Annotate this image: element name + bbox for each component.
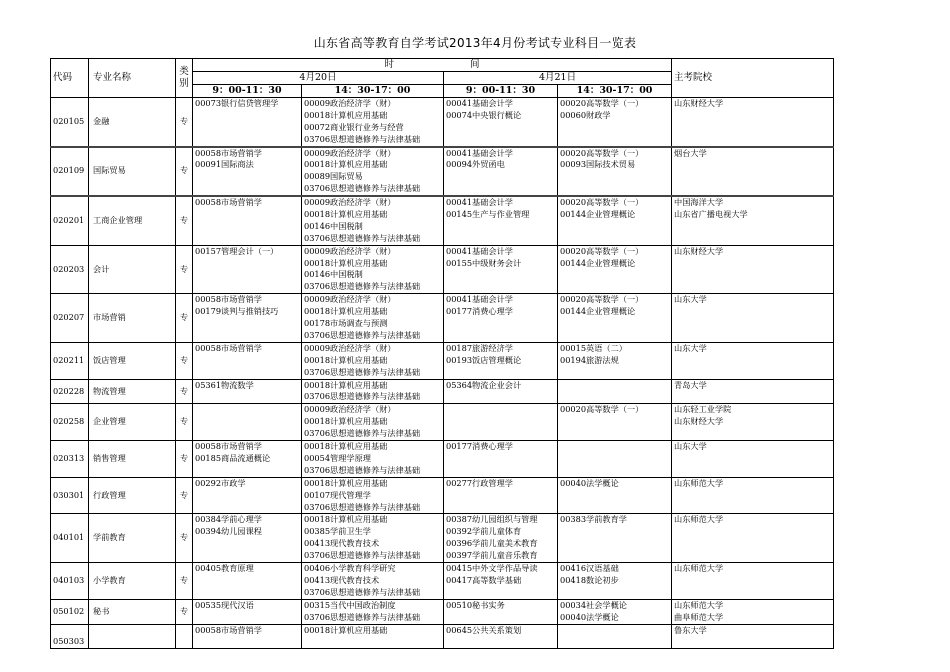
table-row [51,599,834,624]
course-entry: 03706思想道德修养与法律基础 [304,183,421,194]
row-day2-am [444,563,558,600]
course-entry: 00417高等数学基础 [446,574,522,585]
row-type: 专 [176,98,193,147]
row-major: 饭店管理 [89,342,176,379]
course-entry: 山东轻工业学院 [674,404,732,415]
course-entry: 00020高等数学（一） [560,147,644,158]
course-entry: 00018计算机应用基础 [304,379,388,390]
course-entry: 山东师范大学 [674,477,724,488]
row-type: 专 [176,514,193,563]
row-day2-am [444,441,558,478]
header-day1-pm: 14：30-17：00 [302,85,444,98]
course-entry: 00009政治经济学（财） [304,197,396,208]
course-entry: 03706思想道德修养与法律基础 [304,464,421,475]
row-major: 行政管理 [89,477,176,514]
course-entry: 03706思想道德修养与法律基础 [304,501,421,512]
row-type: 专 [176,563,193,600]
course-entry: 山东师范大学 [674,563,724,574]
course-entry: 00144企业管理概论 [560,209,636,220]
row-day2-pm [558,624,672,649]
row-day1-pm [302,441,444,478]
row-day1-am [193,514,302,563]
course-entry: 山东师范大学 [674,514,724,525]
course-entry: 00155中级财务会计 [446,257,522,268]
course-entry: 00387幼儿园组织与管理 [446,514,538,525]
course-entry: 00177消费心理学 [446,306,513,317]
header-day2: 4月21日 [444,72,672,85]
row-day1-pm [302,196,444,245]
course-entry: 00144企业管理概论 [560,306,636,317]
row-day2-pm [558,294,672,343]
course-entry: 山东财经大学 [674,245,724,256]
table-row [51,477,834,514]
row-day2-pm [558,477,672,514]
course-entry: 00397学前儿童音乐教育 [446,550,538,561]
row-code: 020228 [51,379,89,404]
row-school [672,514,834,563]
table-row [51,624,834,649]
row-day1-pm [302,147,444,197]
header-time: 时 间 [193,59,672,72]
row-day1-am [193,379,302,404]
course-entry: 03706思想道德修养与法律基础 [304,550,421,561]
course-entry: 00009政治经济学（财） [304,294,396,305]
course-entry: 山东省广播电视大学 [674,209,748,220]
row-day2-pm [558,599,672,624]
course-entry: 00009政治经济学（财） [304,98,396,108]
course-entry: 00187旅游经济学 [446,342,513,353]
row-school [672,624,834,649]
row-day1-am [193,599,302,624]
row-day1-pm [302,404,444,441]
course-entry: 00645公共关系策划 [446,624,522,635]
course-entry: 00020高等数学（一） [560,245,644,256]
course-entry: 00041基础会计学 [446,98,513,108]
course-entry: 00018计算机应用基础 [304,514,388,525]
course-entry: 00107现代管理学 [304,489,371,500]
course-entry: 03706思想道德修养与法律基础 [304,391,421,402]
row-code: 050303 [51,624,89,649]
course-entry: 05364物流企业会计 [446,379,522,390]
row-major: 小学教育 [89,563,176,600]
table-row [51,294,834,343]
row-code: 020211 [51,342,89,379]
row-type [176,624,193,649]
row-day2-am [444,379,558,404]
row-day1-am [193,98,302,147]
course-entry: 00383学前教育学 [560,514,627,525]
row-school [672,563,834,600]
header-day2-pm: 14：30-17：00 [558,85,672,98]
course-entry: 00018计算机应用基础 [304,257,388,268]
course-entry: 00177消费心理学 [446,441,513,452]
row-day1-pm [302,245,444,294]
course-entry: 03706思想道德修养与法律基础 [304,232,421,243]
row-day1-pm [302,477,444,514]
course-entry: 00073银行信贷管理学 [195,98,279,108]
row-school [672,404,834,441]
course-entry: 00185商品流通概论 [195,452,271,463]
row-day2-am [444,514,558,563]
course-entry: 00415中外文学作品导读 [446,563,538,574]
row-day2-pm [558,196,672,245]
course-entry: 00157管理会计（一） [195,245,279,256]
course-entry: 00058市场营销学 [195,624,262,635]
row-code: 020201 [51,196,89,245]
course-entry: 00018计算机应用基础 [304,109,388,120]
table-row [51,245,834,294]
row-day2-pm [558,98,672,147]
row-major: 金融 [89,98,176,147]
row-day1-am [193,147,302,197]
row-major: 会计 [89,245,176,294]
row-school [672,196,834,245]
row-school [672,477,834,514]
course-entry: 03706思想道德修养与法律基础 [304,329,421,340]
schedule-table [50,58,834,649]
row-day1-am [193,294,302,343]
row-code: 050102 [51,599,89,624]
row-code: 020207 [51,294,89,343]
row-day1-pm [302,379,444,404]
course-entry: 00315当代中国政治制度 [304,599,396,610]
header-code: 代码 [51,59,89,98]
course-entry: 00144企业管理概论 [560,257,636,268]
course-entry: 00146中国税制 [304,269,363,280]
course-entry: 03706思想道德修养与法律基础 [304,428,421,439]
course-entry: 00009政治经济学（财） [304,245,396,256]
course-entry: 00392学前儿童体育 [446,526,522,537]
course-entry: 00535现代汉语 [195,599,254,610]
header-day2-am: 9：00-11：30 [444,85,558,98]
course-entry: 00058市场营销学 [195,197,262,208]
header-school: 主考院校 [672,59,834,98]
course-entry: 00292市政学 [195,477,246,488]
row-day2-pm [558,147,672,197]
course-entry: 03706思想道德修养与法律基础 [304,366,421,377]
row-code: 020105 [51,98,89,147]
row-major: 工商企业管理 [89,196,176,245]
course-entry: 00041基础会计学 [446,197,513,208]
row-code: 040103 [51,563,89,600]
course-entry: 00041基础会计学 [446,147,513,158]
course-entry: 00072商业银行业务与经营 [304,121,404,132]
row-major: 秘书 [89,599,176,624]
row-day2-am [444,477,558,514]
course-entry: 00058市场营销学 [195,342,262,353]
row-day2-am [444,245,558,294]
row-major: 国际贸易 [89,147,176,197]
course-entry: 00413现代教育技术 [304,538,380,549]
row-day2-am [444,147,558,197]
table-row [51,441,834,478]
course-entry: 00093国际技术贸易 [560,159,636,170]
page-title: 山东省高等教育自学考试2013年4月份考试专业科目一览表 [313,36,637,50]
row-type: 专 [176,599,193,624]
header-day1-am: 9：00-11：30 [193,85,302,98]
course-entry: 山东大学 [674,441,707,452]
row-day1-pm [302,563,444,600]
table-row [51,379,834,404]
course-entry: 00384学前心理学 [195,514,262,525]
course-entry: 00416汉语基础 [560,563,619,574]
course-entry: 00009政治经济学（财） [304,404,396,415]
row-day2-pm [558,563,672,600]
row-day1-am [193,563,302,600]
row-school [672,599,834,624]
row-type: 专 [176,441,193,478]
row-day1-pm [302,514,444,563]
course-entry: 00018计算机应用基础 [304,441,388,452]
course-entry: 00054管理学原理 [304,452,371,463]
row-major: 企业管理 [89,404,176,441]
course-entry: 00018计算机应用基础 [304,159,388,170]
row-school [672,147,834,197]
course-entry: 00074中央银行概论 [446,109,522,120]
course-entry: 00040法学概论 [560,611,619,622]
table-row [51,514,834,563]
course-entry: 山东大学 [674,294,707,305]
row-day1-am [193,245,302,294]
row-day2-am [444,294,558,343]
course-entry: 00394幼儿园课程 [195,526,262,537]
course-entry: 山东财经大学 [674,98,724,108]
course-entry: 00058市场营销学 [195,294,262,305]
course-entry: 00009政治经济学（财） [304,147,396,158]
row-school [672,342,834,379]
course-entry: 00020高等数学（一） [560,404,644,415]
course-entry: 00041基础会计学 [446,245,513,256]
row-school [672,245,834,294]
course-entry: 00179谈判与推销技巧 [195,306,279,317]
table-row [51,342,834,379]
course-entry: 00418数论初步 [560,574,619,585]
row-day1-am [193,477,302,514]
course-entry: 00015英语（二） [560,342,627,353]
row-major: 销售管理 [89,441,176,478]
row-major: 市场营销 [89,294,176,343]
row-type: 专 [176,477,193,514]
course-entry: 00094外贸函电 [446,159,505,170]
row-type: 专 [176,404,193,441]
row-day2-am [444,599,558,624]
row-day2-am [444,196,558,245]
row-day2-pm [558,514,672,563]
row-type: 专 [176,147,193,197]
row-day2-pm [558,342,672,379]
row-code: 020313 [51,441,89,478]
course-entry: 00194旅游法规 [560,354,619,365]
course-entry: 03706思想道德修养与法律基础 [304,586,421,597]
course-entry: 00018计算机应用基础 [304,354,388,365]
row-day1-am [193,196,302,245]
course-entry: 00405教育原理 [195,563,254,574]
row-code: 030301 [51,477,89,514]
course-entry: 00193饭店管理概论 [446,354,522,365]
table-row [51,196,834,245]
row-day2-am [444,404,558,441]
row-day1-pm [302,624,444,649]
course-entry: 00018计算机应用基础 [304,209,388,220]
course-entry: 00058市场营销学 [195,441,262,452]
header-day1: 4月20日 [193,72,444,85]
course-entry: 山东大学 [674,342,707,353]
course-entry: 鲁东大学 [674,624,707,635]
row-day2-pm [558,379,672,404]
course-entry: 00018计算机应用基础 [304,624,388,635]
course-entry: 00018计算机应用基础 [304,477,388,488]
row-school [672,379,834,404]
course-entry: 山东财经大学 [674,416,724,427]
course-entry: 00018计算机应用基础 [304,416,388,427]
course-entry: 00413现代教育技术 [304,574,380,585]
course-entry: 00018计算机应用基础 [304,306,388,317]
course-entry: 00020高等数学（一） [560,294,644,305]
course-entry: 00060财政学 [560,109,611,120]
row-major: 学前教育 [89,514,176,563]
course-entry: 00277行政管理学 [446,477,513,488]
course-entry: 青岛大学 [674,379,707,390]
row-major [89,624,176,649]
row-day2-am [444,342,558,379]
course-entry: 00145生产与作业管理 [446,209,530,220]
row-day2-pm [558,404,672,441]
row-day1-am [193,441,302,478]
course-entry: 00385学前卫生学 [304,526,371,537]
course-entry: 中国海洋大学 [674,197,724,208]
row-day2-am [444,624,558,649]
row-code: 040101 [51,514,89,563]
row-type: 专 [176,294,193,343]
course-entry: 00089国际贸易 [304,171,363,182]
row-day1-pm [302,342,444,379]
row-type: 专 [176,342,193,379]
row-type: 专 [176,379,193,404]
course-entry: 00041基础会计学 [446,294,513,305]
course-entry: 00178市场调查与预测 [304,318,388,329]
row-day1-am [193,624,302,649]
course-entry: 00146中国税制 [304,220,363,231]
table-row [51,404,834,441]
header-major: 专业名称 [89,59,176,98]
row-code: 020258 [51,404,89,441]
row-code: 020109 [51,147,89,197]
course-entry: 03706思想道德修养与法律基础 [304,611,421,622]
course-entry: 山东师范大学 [674,599,724,610]
course-entry: 00396学前儿童美术教育 [446,538,538,549]
table-row [51,98,834,147]
course-entry: 00510秘书实务 [446,599,505,610]
row-type: 专 [176,196,193,245]
row-day1-am [193,342,302,379]
row-day1-am [193,404,302,441]
row-type: 专 [176,245,193,294]
row-school [672,294,834,343]
row-school [672,441,834,478]
row-day1-pm [302,599,444,624]
course-entry: 00009政治经济学（财） [304,342,396,353]
row-code: 020203 [51,245,89,294]
row-day2-pm [558,441,672,478]
table-body [51,59,834,649]
course-entry: 00406小学教育科学研究 [304,563,396,574]
course-entry: 00020高等数学（一） [560,98,644,108]
header-type: 类别 [176,59,193,98]
row-school [672,98,834,147]
table-row [51,147,834,197]
course-entry: 00058市场营销学 [195,147,262,158]
row-major: 物流管理 [89,379,176,404]
row-day1-pm [302,294,444,343]
row-day2-am [444,98,558,147]
course-entry: 00020高等数学（一） [560,197,644,208]
course-entry: 烟台大学 [674,147,707,158]
row-day1-pm [302,98,444,147]
course-entry: 00091国际商法 [195,159,254,170]
table-row [51,563,834,600]
course-entry: 05361物流数学 [195,379,254,390]
row-day2-pm [558,245,672,294]
course-entry: 03706思想道德修养与法律基础 [304,133,421,144]
course-entry: 曲阜师范大学 [674,611,724,622]
course-entry: 03706思想道德修养与法律基础 [304,281,421,292]
course-entry: 00040法学概论 [560,477,619,488]
course-entry: 00034社会学概论 [560,599,627,610]
